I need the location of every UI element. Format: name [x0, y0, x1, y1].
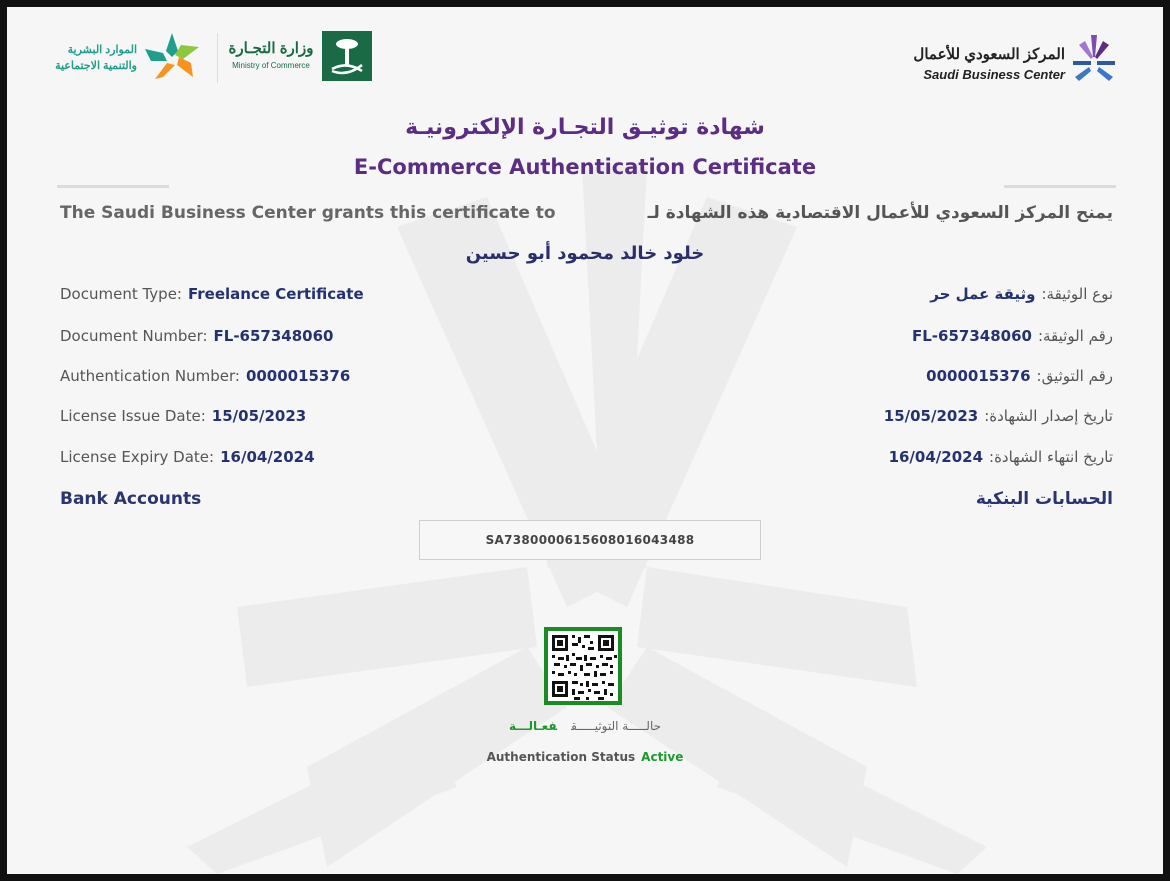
certificate-title-ar: شهادة توثيـق التجـارة الإلكترونيـة: [405, 115, 765, 140]
certificate-holder-name: خلود خالد محمود أبو حسين: [465, 243, 705, 264]
title-rule-right: [1004, 185, 1116, 188]
field-row-en: [60, 367, 350, 385]
sbc-name-ar: المركز السعودي للأعمال: [913, 46, 1065, 63]
field-label-en: License Expiry Date:: [60, 448, 215, 466]
field-value-en: 15/05/2023: [211, 407, 307, 425]
status-label-en: Authentication Status: [486, 750, 636, 764]
bank-accounts-title-ar: الحسابات البنكية: [975, 489, 1113, 509]
field-row-ar: [926, 367, 1113, 385]
certificate-title-en: E-Commerce Authentication Certificate: [353, 155, 817, 179]
field-label-en: Document Type:: [60, 285, 182, 303]
field-row-ar: [884, 407, 1113, 425]
status-value-ar: فعـالـــة: [508, 719, 558, 733]
grant-statement-ar: يمنح المركز السعودي للأعمال الاقتصادية هذه الشهادة لـ: [647, 203, 1113, 223]
status-label-ar: حالـــــة التوثيـــــق: [571, 719, 662, 733]
sbc-star-icon: [1069, 31, 1119, 83]
field-row-en: [60, 285, 364, 303]
saudi-emblem-icon: [322, 31, 372, 81]
field-label-en: Document Number:: [60, 327, 208, 345]
field-label-en: Authentication Number:: [60, 367, 240, 385]
field-row-en: [60, 327, 334, 345]
field-row-en: [60, 407, 306, 425]
field-row-en: [60, 448, 315, 466]
moc-logo: [225, 29, 375, 85]
field-value-en: 16/04/2024: [220, 448, 315, 466]
hrsd-name-line2: والتنمية الاجتماعية: [55, 60, 137, 72]
grant-statement-en: The Saudi Business Center grants this certificate to: [60, 203, 556, 223]
hrsd-logo: [43, 31, 203, 85]
moc-name-ar: وزارة التجـارة: [228, 40, 314, 57]
iban-box: SA7380000615608016043488: [419, 520, 761, 560]
qr-code[interactable]: [544, 627, 622, 705]
status-value-en: Active: [641, 750, 684, 764]
bank-accounts-title-en: Bank Accounts: [60, 489, 202, 509]
field-value-ar: 15/05/2023: [883, 407, 979, 425]
field-row-ar: [889, 448, 1113, 466]
field-row-ar: [912, 327, 1113, 345]
field-value-ar: 16/04/2024: [888, 448, 984, 466]
certificate-page: [7, 7, 1163, 874]
field-value-en: FL-657348060: [213, 327, 334, 345]
field-value-ar: وثيقة عمل حر: [930, 285, 1036, 303]
moc-name-en: Ministry of Commerce: [232, 61, 310, 70]
field-value-en: 0000015376: [245, 367, 351, 385]
field-label-ar: رقم التوثيق:: [1036, 367, 1113, 385]
field-value-ar: 0000015376: [926, 367, 1031, 385]
authentication-status-en: [7, 750, 1163, 764]
field-label-en: License Issue Date:: [60, 407, 206, 425]
field-value-ar: FL-657348060: [911, 327, 1032, 345]
authentication-status-ar: [7, 719, 1163, 733]
hrsd-star-icon: [141, 31, 203, 85]
field-label-ar: نوع الوثيقة:: [1041, 285, 1113, 303]
field-label-ar: رقم الوثيقة:: [1037, 327, 1113, 345]
field-value-en: Freelance Certificate: [188, 285, 364, 303]
logo-divider: [217, 33, 218, 83]
hrsd-name-line1: الموارد البشرية: [67, 44, 137, 56]
sbc-logo: [907, 31, 1121, 87]
field-label-ar: تاريخ انتهاء الشهادة:: [989, 448, 1113, 466]
title-rule-left: [57, 185, 169, 188]
field-row-ar: [930, 285, 1113, 303]
sbc-name-en: Saudi Business Center: [923, 67, 1065, 82]
field-label-ar: تاريخ إصدار الشهادة:: [984, 407, 1113, 425]
